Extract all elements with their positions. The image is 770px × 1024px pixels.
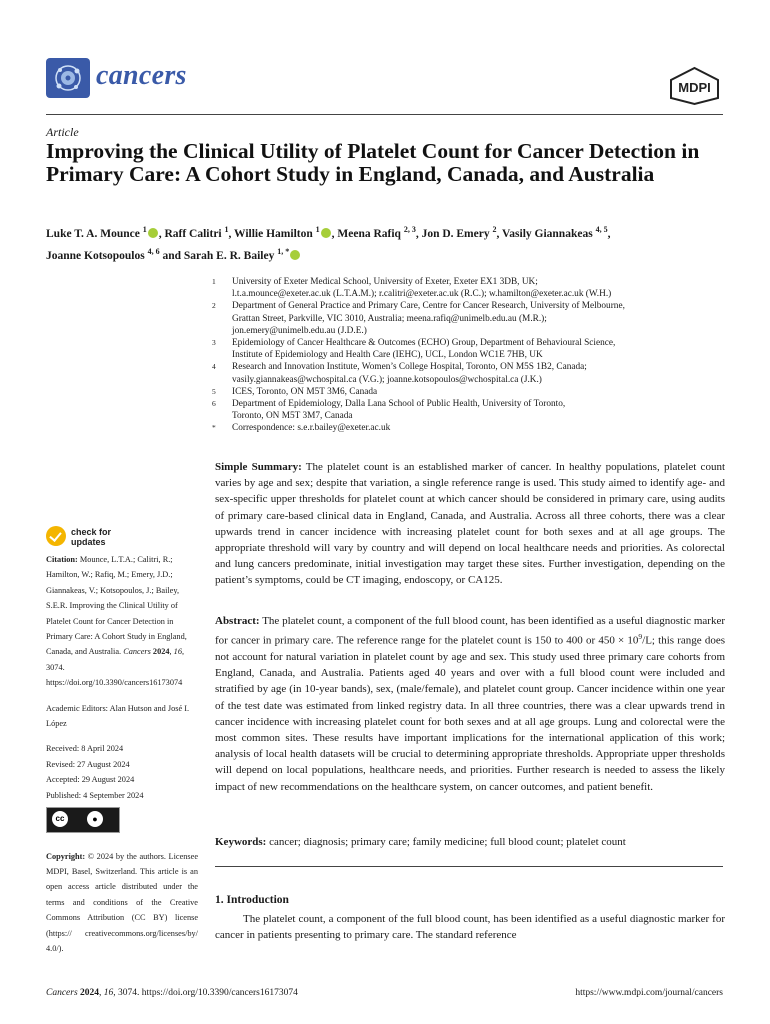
copyright-label: Copyright: bbox=[46, 851, 86, 861]
author-affiliation-marker: 2, 3 bbox=[403, 225, 416, 234]
mdpi-logo-icon bbox=[667, 66, 722, 106]
affiliation-line: Department of General Practice and Primary Care, Centre for Cancer Research, University of Melbourne, bbox=[232, 301, 625, 312]
cc-icon: cc bbox=[52, 811, 68, 827]
author-affiliation-marker: 1 bbox=[142, 225, 147, 234]
author[interactable] bbox=[46, 246, 160, 262]
copyright-text: © 2024 by the authors. Licensee MDPI, Basel, Switzerland. This article is an open access article distributed under the terms and conditions of the Creative Commons Attribution (CC BY) license (https:// creativecommons.org/licenses/by/ 4.0/). bbox=[46, 851, 199, 953]
author[interactable] bbox=[46, 225, 159, 240]
footer-year: 2024 bbox=[80, 988, 100, 998]
received-date: Received: 8 April 2024 bbox=[46, 744, 124, 754]
affiliation-line: Department of Epidemiology, Dalla Lana School of Public Health, University of Toronto, bbox=[232, 399, 566, 410]
keywords-label: Keywords: bbox=[215, 836, 267, 848]
author-affiliation-marker: 4, 6 bbox=[147, 246, 160, 256]
citation-label: Citation: bbox=[46, 555, 78, 564]
author[interactable] bbox=[502, 225, 608, 240]
abstract-label: Abstract: bbox=[215, 615, 260, 627]
article-type: Article bbox=[46, 125, 79, 139]
orcid-icon[interactable] bbox=[290, 250, 300, 260]
footer-journal-url[interactable]: https://www.mdpi.com/journal/cancers bbox=[575, 988, 723, 998]
affiliation-number: 2 bbox=[212, 301, 216, 311]
affiliation-text bbox=[232, 422, 727, 434]
affiliation-line: Epidemiology of Cancer Healthcare & Outcomes (ECHO) Group, Department of Behavioural Science, bbox=[232, 338, 616, 349]
citation-year: 2024 bbox=[152, 647, 170, 657]
section-heading-introduction: 1. Introduction bbox=[215, 894, 289, 906]
author-name: Willie Hamilton bbox=[234, 227, 313, 240]
abstract-superscript: 9 bbox=[638, 632, 643, 642]
author[interactable] bbox=[234, 225, 332, 240]
author-list bbox=[46, 221, 746, 265]
author-affiliation-marker: 1, * bbox=[277, 246, 290, 256]
author-affiliation-marker: 2 bbox=[492, 225, 497, 234]
affiliation-line: l.t.a.mounce@exeter.ac.uk (L.T.A.M.); r.calitri@exeter.ac.uk (R.C.); w.hamilton@exeter.ac.uk (W.H.) bbox=[232, 289, 612, 300]
footer-volume: 16 bbox=[103, 988, 114, 998]
author-separator: , bbox=[331, 227, 338, 240]
header-divider bbox=[46, 114, 723, 115]
affiliation-line: Grattan Street, Parkville, VIC 3010, Australia; meena.rafiq@unimelb.edu.au (M.R.); bbox=[232, 313, 547, 324]
author[interactable] bbox=[164, 225, 229, 240]
citation: Citation: Mounce, L.T.A.; Calitri, R.; Hamilton, W.; Rafiq, M.; Emery, J.D.; Giannakeas, V.; Kotsopoulos, J.; Bailey, S.E.R. Improving the Clinical Utility of Platelet Count for Cancer Detection in Primary Care: A Cohort Study in England, Canada, and Australia. Cancers 2024, 16, 3074. https://doi.org/10.3390/cancers16173074 bbox=[46, 555, 187, 688]
affiliation-line: Institute of Epidemiology and Health Care (IEHC), UCL, London WC1E 7HB, UK bbox=[232, 350, 543, 361]
affiliation-number: 5 bbox=[212, 386, 216, 396]
copyright bbox=[46, 849, 198, 957]
affiliation-line: vasily.giannakeas@wchospital.ca (V.G.); joanne.kotsopoulos@wchospital.ca (J.K.) bbox=[232, 374, 542, 385]
affiliations bbox=[212, 276, 727, 435]
abstract-text-part2: /L; this range does not account for natural variation in platelet count by age and sex. This study used three primary care cohorts from England, Canada, and Australia. Patients aged 40 years and over with a full blood count were included and stratified by age (in 10-year bands), sex, (male/female), and platelet count group. Cancer incidence within one year of the test date was estimated from linked registry data. In all three countries, there was a clear upwards trend in cancer incidence with increasing platelet count for both sexes and at all age groups. Lung and colorectal were the most common sites. These results have important implications for the international application of this work; analysis of local health datasets will be crucial to determining appropriate thresholds. Appropriate upper thresholds will depend on local populations, healthcare needs, and priorities. Further research is needed to assess the likely impact of new recommendations on the healthcare system, on cancer outcomes, and patient benefit. bbox=[215, 634, 725, 793]
abstract-text-part1: The platelet count, a component of the full blood count, has been identified as a useful diagnostic marker for cancer in primary care. The reference range for the platelet count is 150 to 400 or 450 × 10 bbox=[215, 615, 725, 647]
simple-summary bbox=[215, 459, 725, 589]
affiliation-text bbox=[232, 361, 727, 385]
author[interactable] bbox=[183, 246, 301, 262]
author-name: Raff Calitri bbox=[164, 227, 222, 240]
citation-volume: 16 bbox=[173, 647, 182, 657]
orcid-icon[interactable] bbox=[321, 228, 331, 238]
affiliation-line: Toronto, ON M5T 3M7, Canada bbox=[232, 411, 353, 422]
author-separator: , bbox=[496, 227, 503, 240]
accepted-date: Accepted: 29 August 2024 bbox=[46, 775, 135, 785]
revised-date: Revised: 27 August 2024 bbox=[46, 759, 130, 769]
author-affiliation-marker: 1 bbox=[315, 225, 320, 234]
academic-editors: Academic Editors: Alan Hutson and José I. López bbox=[46, 703, 190, 729]
author-separator: , bbox=[228, 227, 235, 240]
published-date: Published: 4 September 2024 bbox=[46, 790, 144, 800]
affiliation-text bbox=[232, 300, 727, 337]
journal-logo-icon bbox=[46, 58, 90, 98]
by-label: BY bbox=[83, 832, 89, 838]
affiliation-line: ICES, Toronto, ON M5T 3M6, Canada bbox=[232, 386, 378, 397]
author[interactable] bbox=[337, 225, 416, 240]
affiliation-text bbox=[232, 276, 727, 300]
author-separator: and bbox=[159, 249, 184, 262]
author-affiliation-marker: 1 bbox=[224, 225, 229, 234]
journal-name: cancers bbox=[96, 60, 187, 91]
affiliation-line: jon.emery@unimelb.edu.au (J.D.E.) bbox=[232, 325, 367, 336]
author-name: Joanne Kotsopoulos bbox=[46, 249, 145, 262]
author-affiliation-marker: 4, 5 bbox=[595, 225, 608, 234]
citation-doi[interactable]: , 3074. https://doi.org/10.3390/cancers16173074 bbox=[46, 647, 185, 688]
affiliation-line: Research and Innovation Institute, Women’s College Hospital, Toronto, ON M5S 1B2, Canada; bbox=[232, 362, 587, 373]
check-updates-line2: updates bbox=[71, 537, 106, 547]
check-updates-line1: check for bbox=[71, 527, 112, 537]
sidebar bbox=[46, 552, 198, 956]
introduction-paragraph: The platelet count, a component of the full blood count, has been identified as a useful diagnostic marker for cancer in patients presenting to primary care. The standard reference bbox=[215, 913, 725, 942]
citation-journal: Cancers bbox=[123, 647, 151, 657]
affiliation-item bbox=[212, 337, 727, 361]
article-title: Improving the Clinical Utility of Platelet Count for Cancer Detection in Primary Care: A Cohort Study in England, Canada, and Australia bbox=[46, 139, 700, 186]
affiliation-item bbox=[212, 398, 727, 422]
abstract bbox=[215, 613, 725, 795]
simple-summary-text: The platelet count is an established marker of cancer. In healthy populations, platelet count varies by age and sex; despite that variation, a single reference range is used. This study aimed to identify age- and sex-specific upper thresholds for platelet count at which cancer should be considered in primary care, using audits of primary care-based clinical data in England, Canada, and Australia. Across all three cohorts, there was a clear upwards trend in cancer incidence with increasing platelet count for both sexes and at all age groups. The appropriate threshold will vary by country and will depend on local healthcare needs and priorities. As colorectal and lung cancers predominate, initial investigation may target these sites. Further investigation, depending on the patient’s symptoms, could be CT imaging, endoscopy, or CA125. bbox=[215, 461, 725, 587]
author-name: Vasily Giannakeas bbox=[502, 227, 593, 240]
keywords bbox=[215, 834, 725, 850]
author-separator: , bbox=[607, 227, 611, 240]
footer-doi-link[interactable]: , 3074. https://doi.org/10.3390/cancers16173074 bbox=[113, 988, 298, 998]
cc-by-license-badge[interactable] bbox=[46, 807, 120, 838]
affiliation-item bbox=[212, 422, 727, 434]
keywords-text: cancer; diagnosis; primary care; family medicine; full blood count; platelet count bbox=[269, 836, 626, 848]
footer-citation: Cancers 2024, 16, 3074. https://doi.org/10.3390/cancers16173074 bbox=[46, 988, 298, 998]
author-name: Sarah E. R. Bailey bbox=[183, 249, 275, 262]
keywords-divider bbox=[215, 866, 723, 867]
check-updates-icon bbox=[46, 526, 66, 546]
author-separator: , bbox=[415, 227, 422, 240]
author-separator: , bbox=[158, 227, 165, 240]
author-name: Luke T. A. Mounce bbox=[46, 227, 140, 240]
author-name: Meena Rafiq bbox=[337, 227, 401, 240]
publisher-logo-text: MDPI bbox=[678, 80, 711, 95]
affiliation-item bbox=[212, 386, 727, 398]
affiliation-number: 4 bbox=[212, 362, 216, 372]
affiliation-number: 6 bbox=[212, 399, 216, 409]
affiliation-number: 3 bbox=[212, 338, 216, 348]
affiliation-text bbox=[232, 337, 727, 361]
simple-summary-label: Simple Summary: bbox=[215, 461, 302, 473]
affiliation-line: University of Exeter Medical School, University of Exeter, Exeter EX1 3DB, UK; bbox=[232, 277, 538, 287]
footer-journal: Cancers bbox=[46, 988, 78, 998]
affiliation-item bbox=[212, 361, 727, 385]
affiliation-line: Correspondence: s.e.r.bailey@exeter.ac.uk bbox=[232, 423, 391, 434]
affiliation-text bbox=[232, 386, 727, 398]
affiliation-number: 1 bbox=[212, 277, 216, 286]
affiliation-item bbox=[212, 300, 727, 337]
author[interactable] bbox=[421, 225, 497, 240]
citation-text: Mounce, L.T.A.; Calitri, R.; Hamilton, W.; Rafiq, M.; Emery, J.D.; Giannakeas, V.; Kotsopoulos, J.; Bailey, S.E.R. Improving the Clinical Utility of Platelet Count for Cancer Detection in Primary Care: A Cohort Study in England, Canada, and Australia. bbox=[46, 555, 187, 657]
author-name: Jon D. Emery bbox=[421, 227, 490, 240]
check-for-updates-button[interactable] bbox=[46, 526, 126, 548]
person-icon: ● bbox=[87, 811, 103, 827]
affiliation-number: * bbox=[212, 423, 216, 433]
affiliation-text bbox=[232, 398, 727, 422]
orcid-icon[interactable] bbox=[148, 228, 158, 238]
affiliation-item bbox=[212, 276, 727, 300]
